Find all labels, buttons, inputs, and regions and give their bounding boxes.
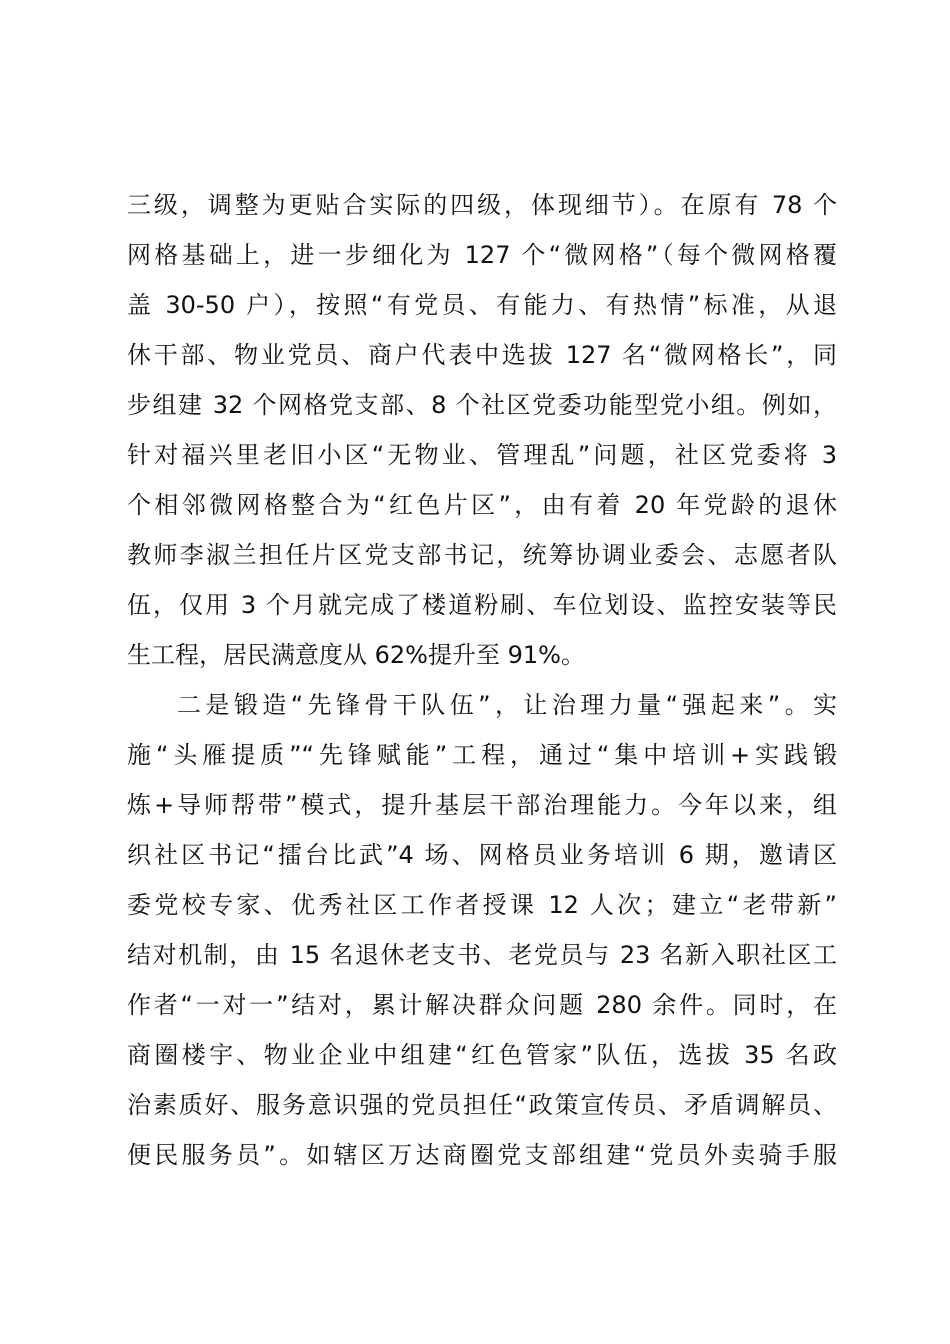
text-line: 个相邻微网格整合为“红色片区”，由有着 20 年党龄的退休 [127, 491, 837, 519]
text-line: 施“头雁提质”“先锋赋能”工程，通过“集中培训+实践锻 [127, 741, 837, 769]
text-line: 步组建 32 个网格党支部、8 个社区党委功能型党小组。例如， [127, 391, 837, 419]
text-line: 炼+导师帮带”模式，提升基层干部治理能力。今年以来，组 [127, 791, 837, 819]
text-line: 教师李淑兰担任片区党支部书记，统筹协调业委会、志愿者队 [127, 541, 837, 569]
text-line: 休干部、物业党员、商户代表中选拔 127 名“微网格长”，同 [127, 341, 837, 369]
paragraph-end-line: 生工程，居民满意度从 62%提升至 91%。 [127, 641, 585, 669]
text-line: 网格基础上，进一步细化为 127 个“微网格”（每个微网格覆 [127, 241, 837, 269]
text-line: 结对机制，由 15 名退休老支书、老党员与 23 名新入职社区工 [127, 941, 837, 969]
paragraph-first-line: 二是锻造“先锋骨干队伍”，让治理力量“强起来”。实 [177, 691, 837, 719]
text-line: 三级，调整为更贴合实际的四级，体现细节）。在原有 78 个 [127, 191, 837, 219]
text-line: 商圈楼宇、物业企业中组建“红色管家”队伍，选拔 35 名政 [127, 1041, 837, 1069]
text-line: 作者“一对一”结对，累计解决群众问题 280 余件。同时，在 [127, 991, 837, 1019]
text-line: 治素质好、服务意识强的党员担任“政策宣传员、矛盾调解员、 [127, 1091, 837, 1119]
text-line: 委党校专家、优秀社区工作者授课 12 人次；建立“老带新” [127, 891, 837, 919]
text-line: 盖 30-50 户），按照“有党员、有能力、有热情”标准，从退 [127, 291, 837, 319]
body-text [127, 180, 837, 1180]
text-line: 织社区书记“擂台比武”4 场、网格员业务培训 6 期，邀请区 [127, 841, 837, 869]
text-line: 便民服务员”。如辖区万达商圈党支部组建“党员外卖骑手服 [127, 1141, 837, 1169]
text-line: 伍，仅用 3 个月就完成了楼道粉刷、车位划设、监控安装等民 [127, 591, 837, 619]
text-line: 针对福兴里老旧小区“无物业、管理乱”问题，社区党委将 3 [127, 441, 837, 469]
